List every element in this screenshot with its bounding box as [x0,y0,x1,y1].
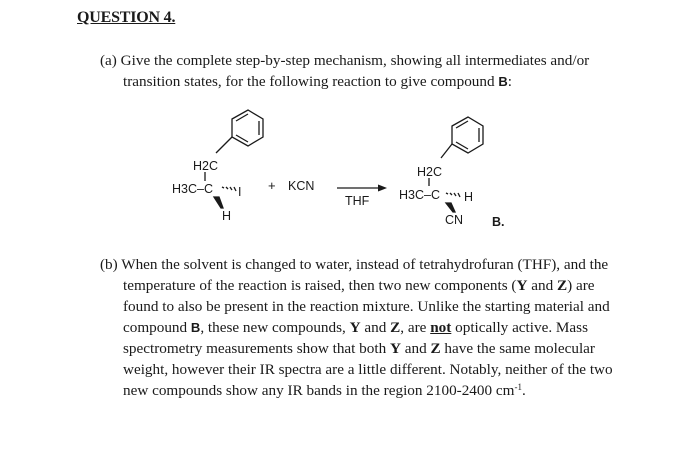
reactant-wedge-bond [214,197,223,208]
part-b-line-7 [100,380,672,401]
part-b-line-5 [100,338,672,359]
text-span: , are [400,319,431,336]
product-b-label: B. [492,215,505,229]
compound-b-ref: B [190,320,201,335]
part-b-line-1: When the solvent is changed to water, instead of tetrahydrofuran (THF), and the [121,256,609,273]
compound-z-ref: Z [430,340,441,357]
product-ring-ch2-bond [441,144,452,158]
compound-z-ref: Z [390,319,401,336]
part-a-line-2: transition states, for the following reaction to give compound [123,73,499,90]
part-b-label: (b) [100,256,118,273]
product-ch3c-label: H3C–C [399,188,440,202]
text-span: temperature of the reaction is raised, then two new components ( [123,277,517,294]
product-h-label: H [464,190,474,204]
text-span: have the same molecular [440,340,595,357]
compound-b-ref: B [498,74,508,89]
question-heading: QUESTION 4. [77,9,176,26]
not-emphasis: not [430,319,452,336]
text-span: optically active. Mass [451,319,588,336]
text-span: new compounds show any IR bands in the region 2100-2400 cm [123,382,515,399]
part-b-text [100,254,672,401]
reactant-ch3c-label: H3C–C [172,182,213,196]
text-span: and [527,277,557,294]
reactant-ch2-label: H2C [193,159,219,173]
reagent-kcn: KCN [288,179,315,193]
compound-y-ref: Y [389,340,401,357]
reactant-h-label: H [222,209,232,223]
text-span: spectrometry measurements show that both [123,340,390,357]
part-b-line-2 [100,275,672,296]
part-b-line-3: found to also be present in the reaction mixture. Unlike the starting material and [123,298,610,315]
text-span: . [521,382,526,399]
solvent-thf: THF [345,194,370,208]
compound-z-ref: Z [556,277,568,294]
text-span: ) are [567,277,595,294]
text-span: and [360,319,391,336]
product-wedge-bond [446,203,455,212]
superscript: -1 [514,382,522,392]
compound-y-ref: Y [516,277,528,294]
text-span: compound [123,319,191,336]
compound-y-ref: Y [349,319,361,336]
part-b-line-6: weight, however their IR spectra are a little different. Notably, neither of the two [123,361,613,378]
reactant-ring-ch2-bond [216,137,232,153]
text-span: and [400,340,431,357]
part-a-label: (a) [100,52,117,69]
product-ch2-label: H2C [417,165,443,179]
plus-sign: + [268,178,276,193]
part-a-line-2-end: : [507,73,513,90]
text-span: , these new compounds, [200,319,350,336]
part-a-line-1: Give the complete step-by-step mechanism, showing all intermediates and/or [120,52,590,69]
reactant-iodine-label: I [238,185,242,199]
part-b-line-4 [100,317,672,338]
reaction-arrow [337,185,387,192]
product-cn-label: CN [445,213,464,227]
